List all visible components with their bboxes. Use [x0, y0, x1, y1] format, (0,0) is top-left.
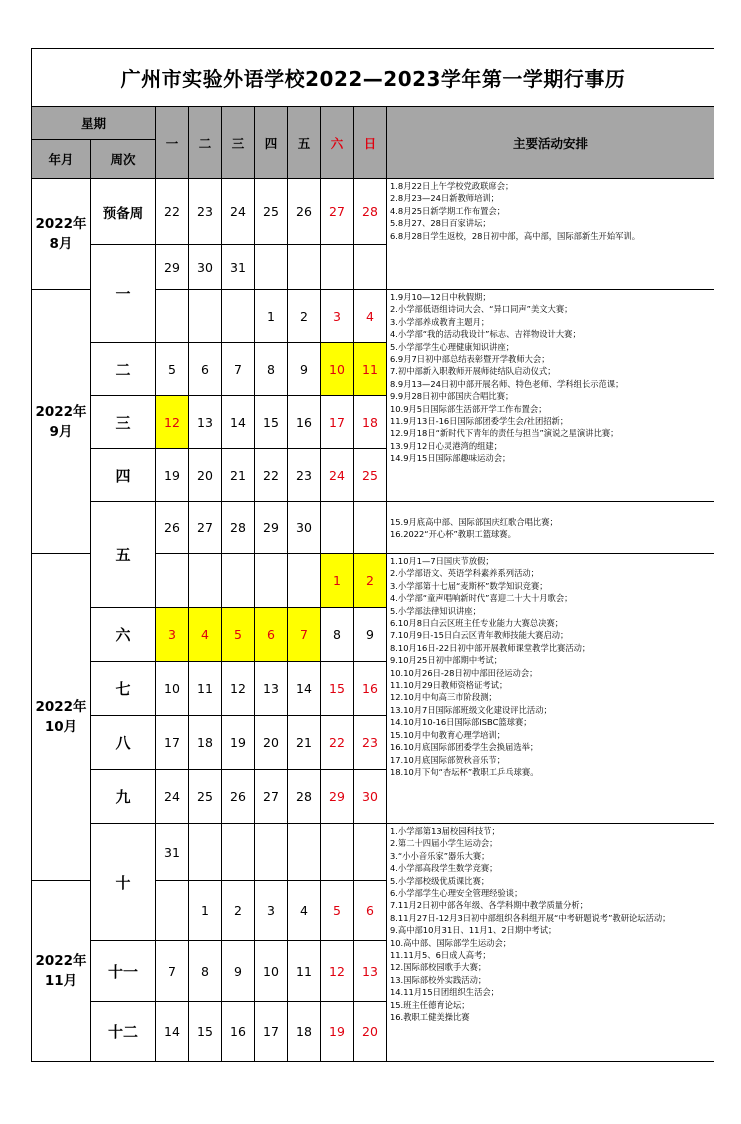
activity-item: 6.8月28日学生返校，28日初中部，高中部，国际部新生开始军训。 — [390, 230, 641, 241]
day-cell: 25 — [189, 770, 222, 824]
activity-item: 18.10月下旬“杏坛杯”教职工乒乓球赛。 — [390, 766, 539, 777]
day-cell — [222, 824, 255, 881]
day-cell: 25 — [255, 179, 288, 245]
day-cell: 4 — [288, 881, 321, 941]
day-cell: 6 — [354, 881, 387, 941]
day-cell: 8 — [255, 343, 288, 396]
day-cell: 26 — [222, 770, 255, 824]
activity-item: 8.10月16日-22日初中部开展教师课堂教学比赛活动； — [390, 642, 591, 653]
day-cell: 23 — [189, 179, 222, 245]
header-thu: 四 — [255, 107, 288, 179]
activity-item: 6.小学部学生心理安全管理经验谈； — [390, 888, 523, 899]
day-cell: 1 — [255, 290, 288, 343]
activity-item: 8.9月13—24日初中部开展名师、特色老师、学科组长示范课； — [390, 378, 624, 389]
day-cell — [156, 881, 189, 941]
day-cell: 14 — [288, 662, 321, 716]
activity-item: 7.10月9日-15日白云区青年教师技能大赛启动； — [390, 630, 569, 641]
day-cell: 26 — [288, 179, 321, 245]
day-cell: 15 — [255, 396, 288, 449]
day-cell: 17 — [255, 1002, 288, 1062]
week-9: 九 — [91, 770, 156, 824]
day-cell: 30 — [288, 502, 321, 554]
activity-item: 11.11月5、6日成人高考； — [390, 950, 491, 961]
week-12: 十二 — [91, 1002, 156, 1062]
holiday-cell: 1 — [321, 554, 354, 608]
day-cell: 5 — [321, 881, 354, 941]
activities-sep-cont — [387, 502, 715, 554]
activity-item: 6.10月8日白云区班主任专业能力大赛总决赛； — [390, 618, 564, 629]
day-cell: 16 — [288, 396, 321, 449]
day-cell: 5 — [156, 343, 189, 396]
day-cell: 23 — [354, 716, 387, 770]
activities-header: 主要活动安排 — [387, 107, 715, 179]
day-cell: 25 — [354, 449, 387, 502]
activity-item: 10.10月26日-28日初中部田径运动会； — [390, 667, 538, 678]
day-cell — [321, 502, 354, 554]
day-cell — [354, 824, 387, 881]
activity-item: 14.10月10-16日国际部ISBC篮球赛； — [390, 717, 532, 728]
school-calendar-table — [31, 48, 714, 1062]
day-cell: 23 — [288, 449, 321, 502]
activity-item: 16.2022“开心杯”教职工篮球赛。 — [390, 529, 516, 539]
day-cell: 7 — [222, 343, 255, 396]
header-tue: 二 — [189, 107, 222, 179]
day-cell: 13 — [255, 662, 288, 716]
day-cell: 19 — [156, 449, 189, 502]
activity-item: 4.小学部“我的活动我设计”标志、吉祥物设计大赛； — [390, 329, 581, 340]
day-cell: 13 — [189, 396, 222, 449]
day-cell: 21 — [288, 716, 321, 770]
holiday-cell: 12 — [156, 396, 189, 449]
activity-item: 7.初中部新入职教师开展师徒结队启动仪式； — [390, 366, 556, 377]
activity-item: 11.10月29日教师资格证考试； — [390, 680, 508, 691]
activity-item: 16.教职工健美操比赛 — [390, 1012, 470, 1023]
year-month-header: 年月 — [32, 140, 91, 179]
activity-item: 12.国际部校园歌手大赛； — [390, 962, 487, 973]
day-cell: 24 — [156, 770, 189, 824]
month-sep: 2022年 9月 — [32, 290, 91, 554]
day-cell — [222, 554, 255, 608]
holiday-cell: 6 — [255, 608, 288, 662]
day-cell: 15 — [189, 1002, 222, 1062]
activities-oct — [387, 554, 715, 824]
month-oct: 2022年 10月 — [32, 554, 91, 881]
activity-item: 3.小学部养成教育主题月； — [390, 316, 490, 327]
week-7: 七 — [91, 662, 156, 716]
holiday-cell: 2 — [354, 554, 387, 608]
week-6: 六 — [91, 608, 156, 662]
day-cell: 13 — [354, 941, 387, 1002]
day-cell: 14 — [222, 396, 255, 449]
day-cell: 12 — [222, 662, 255, 716]
day-cell: 29 — [321, 770, 354, 824]
day-cell — [288, 824, 321, 881]
holiday-cell: 4 — [189, 608, 222, 662]
day-cell — [156, 290, 189, 343]
header-mon: 一 — [156, 107, 189, 179]
day-cell: 20 — [255, 716, 288, 770]
activity-item: 4.小学部高段学生数学竞赛； — [390, 863, 498, 874]
month-nov: 2022年 11月 — [32, 881, 91, 1062]
activity-item: 7.11月2日初中部各年级、各学科期中教学质量分析； — [390, 900, 588, 911]
activity-item: 2.第二十四届小学生运动会； — [390, 838, 498, 849]
activity-item: 4.8月25日新学期工作布置会； — [390, 205, 506, 216]
day-cell: 30 — [189, 245, 222, 290]
day-cell: 12 — [321, 941, 354, 1002]
day-cell — [354, 245, 387, 290]
day-cell: 24 — [321, 449, 354, 502]
day-cell — [354, 502, 387, 554]
day-cell — [321, 824, 354, 881]
day-cell — [222, 290, 255, 343]
activity-item: 1.10月1—7日国庆节放假； — [390, 556, 494, 566]
activity-item: 3.小学部第十七届“麦斯杯”数学知识竞赛； — [390, 580, 548, 591]
activity-item: 15.班主任德育论坛； — [390, 999, 470, 1010]
week-number-header: 周次 — [91, 140, 156, 179]
day-cell: 10 — [156, 662, 189, 716]
weekday-group-header: 星期 — [32, 107, 156, 140]
activity-item: 11.9月13日-16日国际部团委学生会/社团招新； — [390, 416, 569, 427]
activity-item: 5.8月27、28日百家讲坛； — [390, 218, 491, 229]
activity-item: 5.小学部法律知识讲座； — [390, 605, 481, 616]
day-cell: 2 — [222, 881, 255, 941]
activity-item: 2.小学部语文、英语学科素养系列活动； — [390, 568, 539, 579]
activity-item: 9.10月25日初中部期中考试； — [390, 655, 503, 666]
activity-item: 10.9月5日国际部生活部开学工作布置会； — [390, 403, 547, 414]
activity-item: 3.“小小音乐家”器乐大赛； — [390, 850, 490, 861]
holiday-cell: 7 — [288, 608, 321, 662]
activity-item: 9.9月28日初中部国庆合唱比赛； — [390, 391, 514, 402]
activity-item: 1.小学部第13届校园科技节； — [390, 826, 500, 836]
week-5: 五 — [91, 502, 156, 608]
week-11: 十一 — [91, 941, 156, 1002]
month-aug: 2022年 8月 — [32, 179, 91, 290]
day-cell: 20 — [189, 449, 222, 502]
day-cell: 19 — [222, 716, 255, 770]
week-prep: 预备周 — [91, 179, 156, 245]
activity-item: 1.8月22日上午学校党政联席会； — [390, 181, 514, 191]
day-cell: 17 — [156, 716, 189, 770]
activity-item: 2.小学部低语组诗词大会、“异口同声”美文大赛； — [390, 304, 573, 315]
day-cell — [321, 245, 354, 290]
day-cell: 9 — [288, 343, 321, 396]
day-cell — [255, 824, 288, 881]
day-cell: 20 — [354, 1002, 387, 1062]
day-cell: 29 — [156, 245, 189, 290]
day-cell: 21 — [222, 449, 255, 502]
day-cell — [189, 824, 222, 881]
week-3: 三 — [91, 396, 156, 449]
holiday-cell: 10 — [321, 343, 354, 396]
day-cell: 27 — [255, 770, 288, 824]
calendar-sheet — [31, 48, 714, 1124]
day-cell — [189, 554, 222, 608]
header-sun: 日 — [354, 107, 387, 179]
activity-item: 12.10月中旬高三市阶段测； — [390, 692, 497, 703]
day-cell: 17 — [321, 396, 354, 449]
activities-sep — [387, 290, 715, 502]
activity-item: 4.小学部“童声唱响新时代”喜迎二十大十月歌会； — [390, 593, 573, 604]
day-cell: 19 — [321, 1002, 354, 1062]
activity-item: 6.9月7日初中部总结表彰暨开学教师大会； — [390, 354, 550, 365]
day-cell: 28 — [354, 179, 387, 245]
day-cell: 30 — [354, 770, 387, 824]
day-cell: 27 — [189, 502, 222, 554]
activity-item: 10.高中部、国际部学生运动会； — [390, 937, 512, 948]
activity-item: 17.10月底国际部贺秋音乐节； — [390, 754, 506, 765]
day-cell — [288, 554, 321, 608]
activity-item: 15.9月底高中部、国际部国庆红歌合唱比赛； — [390, 516, 558, 527]
day-cell: 8 — [321, 608, 354, 662]
day-cell: 28 — [288, 770, 321, 824]
activity-item: 15.10月中旬教育心理学培训； — [390, 729, 506, 740]
day-cell: 14 — [156, 1002, 189, 1062]
day-cell: 18 — [354, 396, 387, 449]
day-cell: 15 — [321, 662, 354, 716]
day-cell: 4 — [354, 290, 387, 343]
day-cell: 22 — [255, 449, 288, 502]
day-cell: 7 — [156, 941, 189, 1002]
activity-item: 5.小学部学生心理健康知识讲座； — [390, 341, 515, 352]
week-10: 十 — [91, 824, 156, 941]
day-cell: 3 — [255, 881, 288, 941]
day-cell: 29 — [255, 502, 288, 554]
day-cell: 11 — [288, 941, 321, 1002]
activity-item: 9.高中部10月31日、11月1、2日期中考试； — [390, 925, 557, 936]
day-cell: 2 — [288, 290, 321, 343]
activities-aug — [387, 179, 715, 290]
day-cell — [288, 245, 321, 290]
day-cell: 9 — [354, 608, 387, 662]
activity-item: 16.10月底国际部团委学生会换届选举； — [390, 742, 539, 753]
day-cell: 18 — [189, 716, 222, 770]
activity-item: 12.9月18日“新时代下青年的责任与担当”演说之星演讲比赛； — [390, 428, 619, 439]
day-cell: 10 — [255, 941, 288, 1002]
day-cell — [189, 290, 222, 343]
activity-item: 2.8月23—24日新教师培训； — [390, 193, 499, 204]
activity-item: 14.11月15日团组织生活会； — [390, 987, 499, 998]
activity-item: 14.9月15日国际部趣味运动会； — [390, 453, 511, 464]
day-cell: 9 — [222, 941, 255, 1002]
week-8: 八 — [91, 716, 156, 770]
day-cell: 6 — [189, 343, 222, 396]
holiday-cell: 11 — [354, 343, 387, 396]
day-cell: 24 — [222, 179, 255, 245]
header-wed: 三 — [222, 107, 255, 179]
day-cell — [156, 554, 189, 608]
holiday-cell: 3 — [156, 608, 189, 662]
day-cell: 31 — [156, 824, 189, 881]
activity-item: 8.11月27日-12月3日初中部组织各科组开展“中考研题说考”教研论坛活动； — [390, 912, 671, 923]
day-cell: 31 — [222, 245, 255, 290]
activity-item: 13.10月7日国际部班级文化建设评比活动； — [390, 704, 552, 715]
activities-nov — [387, 824, 715, 1062]
header-fri: 五 — [288, 107, 321, 179]
day-cell: 3 — [321, 290, 354, 343]
day-cell — [255, 554, 288, 608]
day-cell — [255, 245, 288, 290]
activity-item: 5.小学部校级优质课比赛； — [390, 875, 490, 886]
day-cell: 22 — [321, 716, 354, 770]
day-cell: 16 — [222, 1002, 255, 1062]
day-cell: 18 — [288, 1002, 321, 1062]
week-2: 二 — [91, 343, 156, 396]
day-cell: 11 — [189, 662, 222, 716]
activity-item: 1.9月10—12日中秋假期； — [390, 292, 491, 302]
day-cell: 16 — [354, 662, 387, 716]
day-cell: 26 — [156, 502, 189, 554]
page-title: 广州市实验外语学校2022—2023学年第一学期行事历 — [32, 49, 715, 107]
week-4: 四 — [91, 449, 156, 502]
week-1: 一 — [91, 245, 156, 343]
day-cell: 1 — [189, 881, 222, 941]
day-cell: 8 — [189, 941, 222, 1002]
day-cell: 27 — [321, 179, 354, 245]
activity-item: 13.9月12日心灵港湾的组建； — [390, 440, 503, 451]
header-sat: 六 — [321, 107, 354, 179]
holiday-cell: 5 — [222, 608, 255, 662]
day-cell: 22 — [156, 179, 189, 245]
day-cell: 28 — [222, 502, 255, 554]
activity-item: 13.国际部校外实践活动； — [390, 974, 487, 985]
